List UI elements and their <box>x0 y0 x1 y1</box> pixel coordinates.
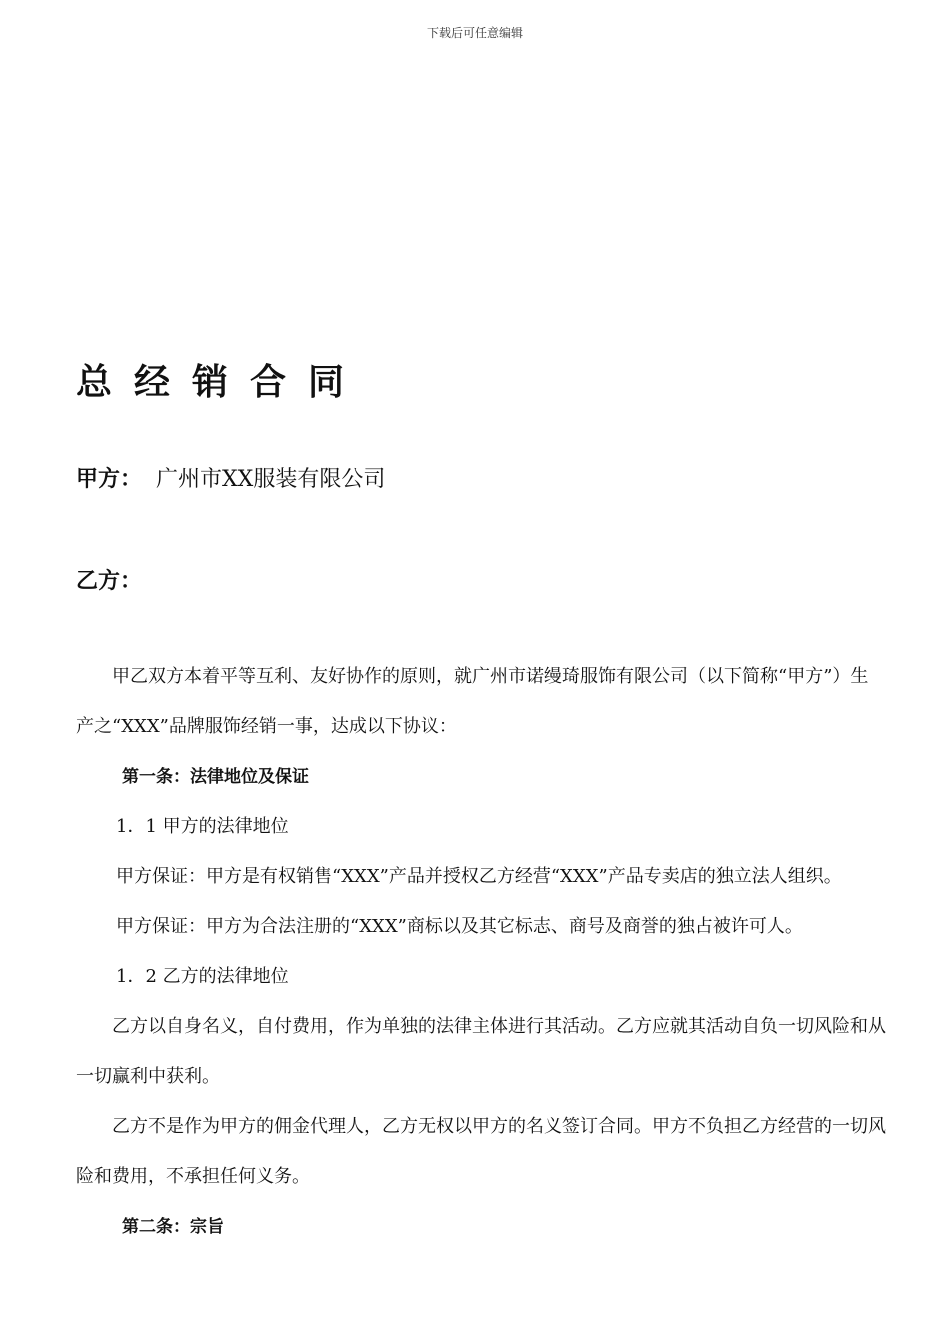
section-1-1-clause-2: 甲方保证：甲方为合法注册的“XXX”商标以及其它标志、商号及商誉的独占被许可人。 <box>116 916 803 937</box>
intro-paragraph: 甲乙双方本着平等互利、友好协作的原则，就广州市诺缦琦服饰有限公司（以下简称“甲方”）生产之“XXX”品牌服饰经销一事，达成以下协议： <box>76 666 869 737</box>
party-a-value: 广州市XX服装有限公司 <box>156 467 386 492</box>
party-a-line <box>76 462 385 493</box>
header-note: 下载后可任意编辑 <box>426 26 523 40</box>
section-1-1-clause-1: 甲方保证：甲方是有权销售“XXX”产品并授权乙方经营“XXX”产品专卖店的独立法人组织。 <box>116 866 842 887</box>
contract-body <box>76 652 886 1252</box>
article-1-heading: 第一条：法律地位及保证 <box>122 767 309 787</box>
document-title: 总经销合同 <box>76 362 367 403</box>
section-1-2-title: 1．2 乙方的法律地位 <box>116 966 289 987</box>
party-a-label: 甲方： <box>76 467 143 492</box>
party-b-label: 乙方： <box>76 569 143 594</box>
section-1-2-clause-1: 乙方以自身名义，自付费用，作为单独的法律主体进行其活动。乙方应就其活动自负一切风险和从一切赢利中获利。 <box>76 1016 886 1087</box>
party-b-line <box>76 564 156 595</box>
section-1-1-title: 1．1 甲方的法律地位 <box>116 816 289 837</box>
article-2-heading: 第二条：宗旨 <box>122 1217 224 1237</box>
section-1-2-clause-2: 乙方不是作为甲方的佣金代理人，乙方无权以甲方的名义签订合同。甲方不负担乙方经营的一切风险和费用，不承担任何义务。 <box>76 1116 886 1187</box>
